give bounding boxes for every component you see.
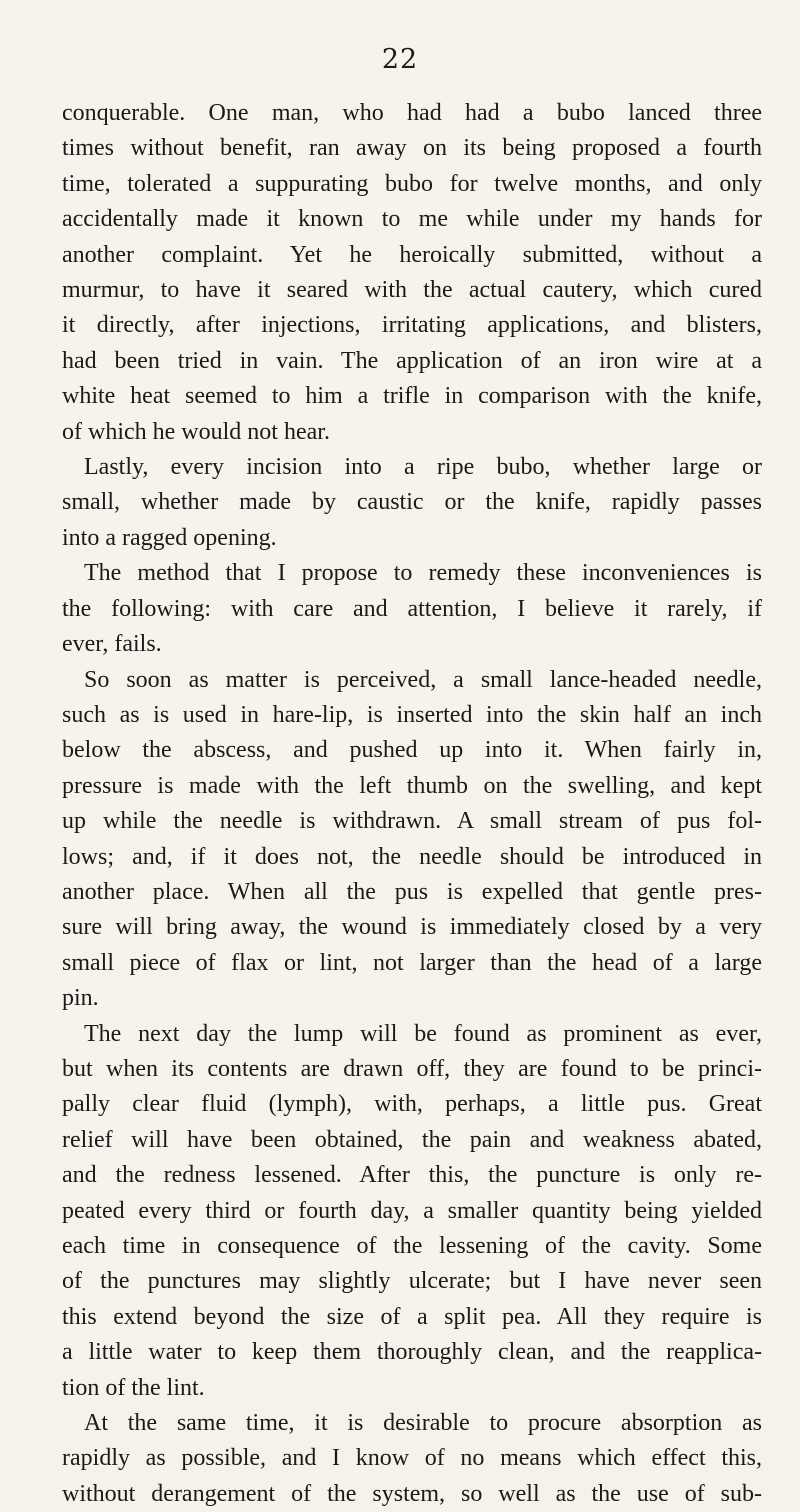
- text-line: white heat seemed to him a trifle in comparison with the knife,: [62, 383, 762, 410]
- paragraph: [62, 1406, 762, 1512]
- text-line: times without benefit, ran away on its being proposed a fourth: [62, 135, 762, 162]
- text-line: time, tolerated a suppurating bubo for twelve months, and only: [62, 170, 762, 197]
- text-line: relief will have been obtained, the pain and weakness abated,: [62, 1126, 762, 1153]
- page-number: 22: [381, 44, 419, 75]
- body-text: [62, 96, 762, 1512]
- text-line: another complaint. Yet he heroically submitted, without a: [62, 241, 762, 268]
- text-line: peated every third or fourth day, a smaller quantity being yielded: [62, 1197, 762, 1224]
- paragraph: [62, 663, 762, 1017]
- text-line: At the same time, it is desirable to procure absorption as: [84, 1410, 762, 1437]
- text-line: conquerable. One man, who had had a bubo lanced three: [62, 100, 762, 126]
- text-line: sure will bring away, the wound is immediately closed by a very: [62, 914, 762, 941]
- paragraph: [62, 96, 762, 450]
- text-line: The method that I propose to remedy these inconveniences is: [84, 560, 762, 587]
- text-line: below the abscess, and pushed up into it. When fairly in,: [62, 737, 762, 764]
- text-line: of which he would not hear.: [62, 418, 330, 445]
- text-line: had been tried in vain. The application of an iron wire at a: [62, 347, 762, 374]
- text-line: up while the needle is withdrawn. A small stream of pus fol-: [62, 808, 762, 835]
- text-line: the following: with care and attention, I believe it rarely, if: [62, 595, 762, 622]
- text-line: into a ragged opening.: [62, 524, 277, 551]
- text-line: pally clear fluid (lymph), with, perhaps, a little pus. Great: [62, 1091, 762, 1118]
- text-line: lows; and, if it does not, the needle should be introduced in: [62, 843, 762, 870]
- text-line: pressure is made with the left thumb on the swelling, and kept: [62, 772, 762, 799]
- paragraph: [62, 1017, 762, 1406]
- text-line: but when its contents are drawn off, they are found to be princi-: [62, 1055, 762, 1082]
- text-line: tion of the lint.: [62, 1374, 205, 1401]
- text-line: So soon as matter is perceived, a small lance-headed needle,: [84, 666, 762, 693]
- text-line: small piece of flax or lint, not larger than the head of a large: [62, 949, 762, 976]
- text-line: it directly, after injections, irritating applications, and blisters,: [62, 312, 762, 339]
- text-line: another place. When all the pus is expelled that gentle pres-: [62, 878, 762, 905]
- paragraph: [62, 556, 762, 662]
- text-line: without derangement of the system, so well as the use of sub-: [62, 1480, 762, 1507]
- text-line: ever, fails.: [62, 631, 162, 658]
- text-line: and the redness lessened. After this, the puncture is only re-: [62, 1162, 762, 1189]
- text-line: rapidly as possible, and I know of no means which effect this,: [62, 1445, 762, 1472]
- text-line: pin.: [62, 985, 99, 1012]
- text-line: each time in consequence of the lessening of the cavity. Some: [62, 1233, 762, 1259]
- text-line: accidentally made it known to me while under my hands for: [62, 206, 762, 233]
- paragraph: [62, 450, 762, 556]
- text-line: of the punctures may slightly ulcerate; but I have never seen: [62, 1268, 762, 1295]
- text-line: Lastly, every incision into a ripe bubo, whether large or: [84, 454, 762, 481]
- text-line: a little water to keep them thoroughly clean, and the reapplica-: [62, 1339, 762, 1366]
- text-line: small, whether made by caustic or the knife, rapidly passes: [62, 489, 762, 516]
- text-line: such as is used in hare-lip, is inserted into the skin half an inch: [62, 701, 762, 728]
- text-line: The next day the lump will be found as prominent as ever,: [84, 1020, 762, 1047]
- text-line: murmur, to have it seared with the actual cautery, which cured: [62, 277, 762, 304]
- text-line: this extend beyond the size of a split pea. All they require is: [62, 1303, 762, 1330]
